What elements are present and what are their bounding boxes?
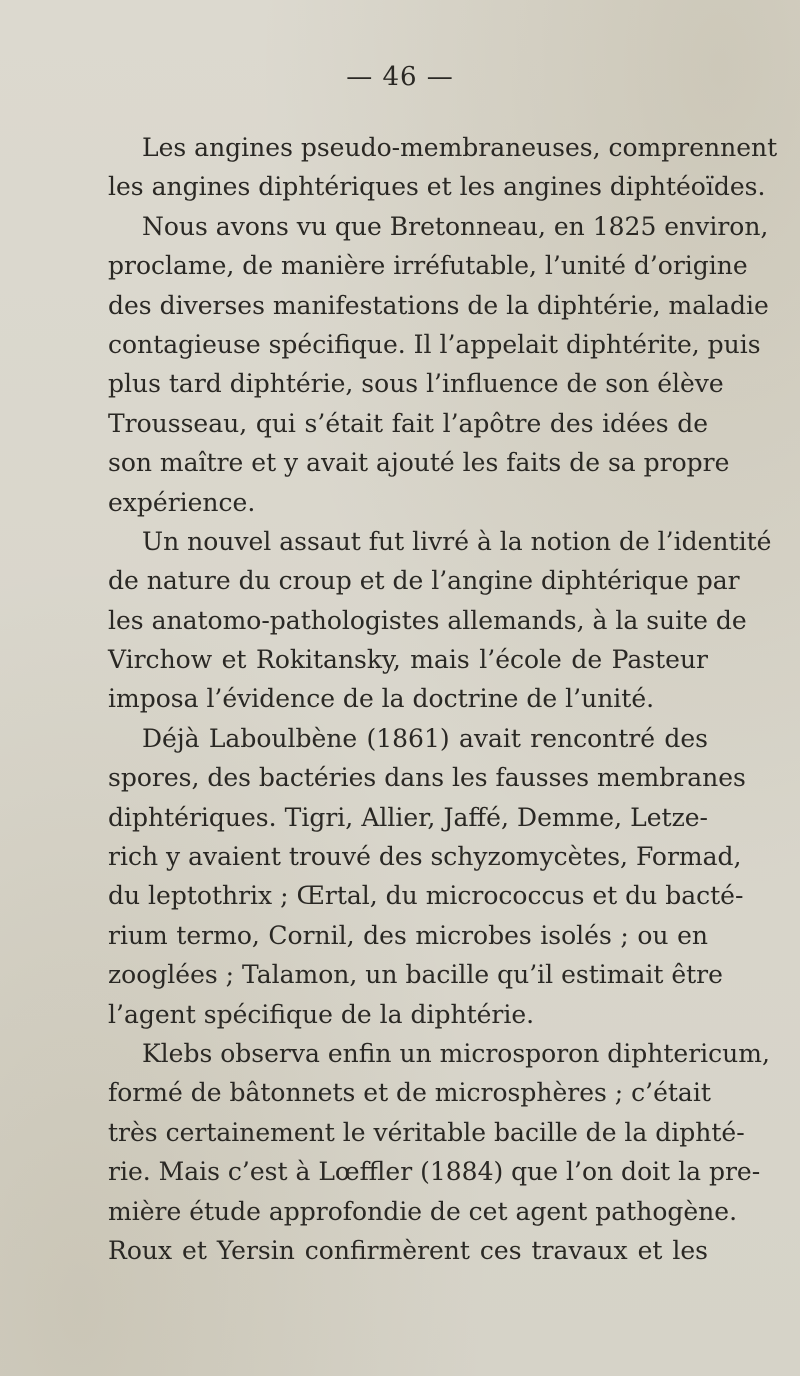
text-line: zooglées ; Talamon, un bacille qu’il estimait être	[108, 960, 723, 990]
text-line: les angines diphtériques et les angines diphtéoïdes.	[108, 172, 766, 202]
text-line: l’agent spécifique de la diphtérie.	[108, 999, 535, 1029]
text-line: Un nouvel assaut fut livré à la notion de l’identité	[142, 526, 772, 556]
text-line: Nous avons vu que Bretonneau, en 1825 environ,	[142, 211, 769, 241]
text-line: Virchow et Rokitansky, mais l’école de Pasteur	[108, 645, 708, 675]
text-line: expérience.	[108, 487, 256, 517]
text-line: du leptothrix ; Œrtal, du micrococcus et du bacté-	[108, 881, 744, 911]
text-line: rich y avaient trouvé des schyzomycètes, Formad,	[108, 842, 742, 872]
text-line: imposa l’évidence de la doctrine de l’unité.	[108, 684, 655, 714]
text-line: proclame, de manière irréfutable, l’unité d’origine	[108, 251, 748, 281]
text-line: diphtériques. Tigri, Allier, Jaffé, Demme, Letze-	[108, 802, 708, 832]
text-line: spores, des bactéries dans les fausses membranes	[108, 763, 746, 793]
text-line: des diverses manifestations de la diphtérie, maladie	[108, 290, 769, 320]
text-line: Trousseau, qui s’était fait l’apôtre des idées de	[108, 408, 708, 438]
text-line: Klebs observa enfin un microsporon diphtericum,	[142, 1038, 770, 1068]
text-line: contagieuse spécifique. Il l’appelait diphtérite, puis	[108, 329, 761, 359]
text-line: très certainement le véritable bacille de la diphté-	[108, 1117, 745, 1147]
text-line: Déjà Laboulbène (1861) avait rencontré des	[142, 723, 708, 753]
text-line: son maître et y avait ajouté les faits de sa propre	[108, 448, 730, 478]
text-line: les anatomo-pathologistes allemands, à la suite de	[108, 605, 747, 635]
page-number: — 46 —	[346, 62, 454, 92]
text-line: rie. Mais c’est à Lœffler (1884) que l’on doit la pre-	[108, 1157, 761, 1187]
text-line: Les angines pseudo-membraneuses, comprennent	[142, 133, 778, 162]
text-line: mière étude approfondie de cet agent pathogène.	[108, 1196, 738, 1226]
text-line: plus tard diphtérie, sous l’influence de son élève	[108, 369, 724, 399]
text-line: Roux et Yersin confirmèrent ces travaux et les	[108, 1235, 708, 1265]
text-line: formé de bâtonnets et de microsphères ; c’était	[108, 1078, 711, 1108]
text-line: de nature du croup et de l’angine diphtérique par	[108, 566, 740, 596]
body-text	[108, 128, 778, 1270]
text-line: rium termo, Cornil, des microbes isolés ; ou en	[108, 920, 708, 950]
